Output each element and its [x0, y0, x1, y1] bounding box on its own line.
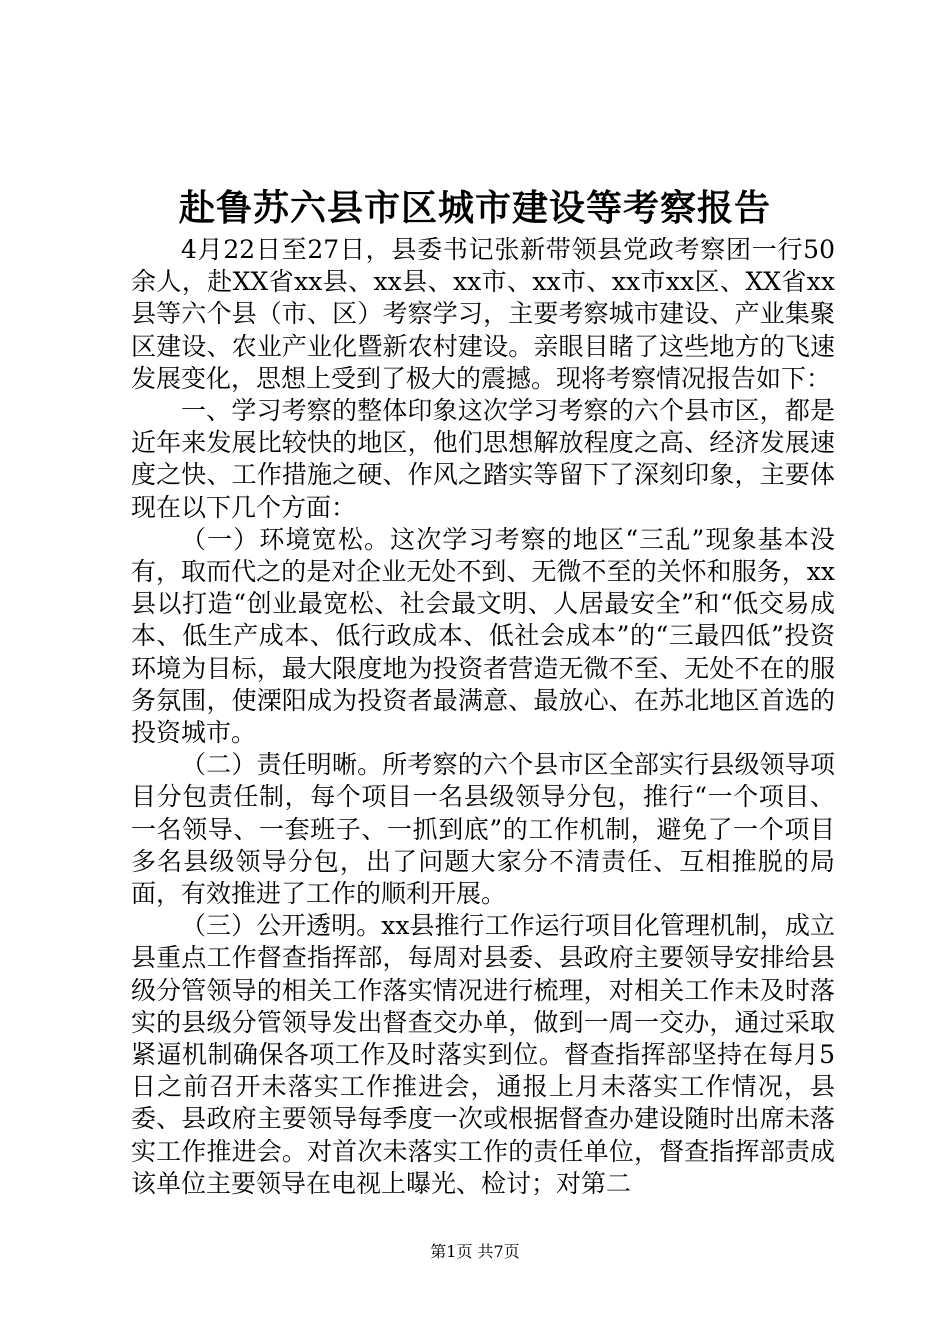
paragraph-responsibility: （二）责任明晰。所考察的六个县市区全部实行县级领导项目分包责任制，每个项目一名县级领导分包，推行“一个项目、一名领导、一套班子、一抓到底”的工作机制，避免了一个项目多名县级领导分包，出了问题大家分不清责任、互相推脱的局面，有效推进了工作的顺利开展。 — [131, 750, 835, 909]
paragraph-environment: （一）环境宽松。这次学习考察的地区“三乱”现象基本没有，取而代之的是对企业无处不到、无微不至的关怀和服务，xx县以打造“创业最宽松、社会最文明、人居最安全”和“低交易成本、低生产成本、低行政成本、低社会成本”的“三最四低”投资环境为目标，最大限度地为投资者营造无微不至、无处不在的服务氛围，使溧阳成为投资者最满意、最放心、在苏北地区首选的投资城市。 — [131, 524, 835, 748]
document-title: 赴鲁苏六县市区城市建设等考察报告 — [178, 187, 771, 229]
paragraph-section-1: 一、学习考察的整体印象这次学习考察的六个县市区，都是近年来发展比较快的地区，他们思想解放程度之高、经济发展速度之快、工作措施之硬、作风之踏实等留下了深刻印象，主要体现在以下几个方面： — [131, 396, 835, 522]
document-body — [131, 234, 835, 1200]
page-number-footer: 第1页 共7页 — [430, 1242, 520, 1261]
paragraph-transparency: （三）公开透明。xx县推行工作运行项目化管理机制，成立县重点工作督查指挥部，每周对县委、县政府主要领导安排给县级分管领导的相关工作落实情况进行梳理，对相关工作未及时落实的县级分管领导发出督查交办单，做到一周一交办，通过采取紧逼机制确保各项工作及时落实到位。督查指挥部坚持在每月5日之前召开未落实工作推进会，通报上月未落实工作情况，县委、县政府主要领导每季度一次或根据督查办建设随时出席未落实工作推进会。对首次未落实工作的责任单位，督查指挥部责成该单位主要领导在电视上曝光、检讨；对第二 — [131, 911, 835, 1198]
paragraph-intro: 4月22日至27日，县委书记张新带领县党政考察团一行50余人，赴XX省xx县、xx县、xx市、xx市、xx市xx区、XX省xx县等六个县（市、区）考察学习，主要考察城市建设、产业集聚区建设、农业产业化暨新农村建设。亲眼目睹了这些地方的飞速发展变化，思想上受到了极大的震撼。现将考察情况报告如下： — [131, 235, 835, 393]
